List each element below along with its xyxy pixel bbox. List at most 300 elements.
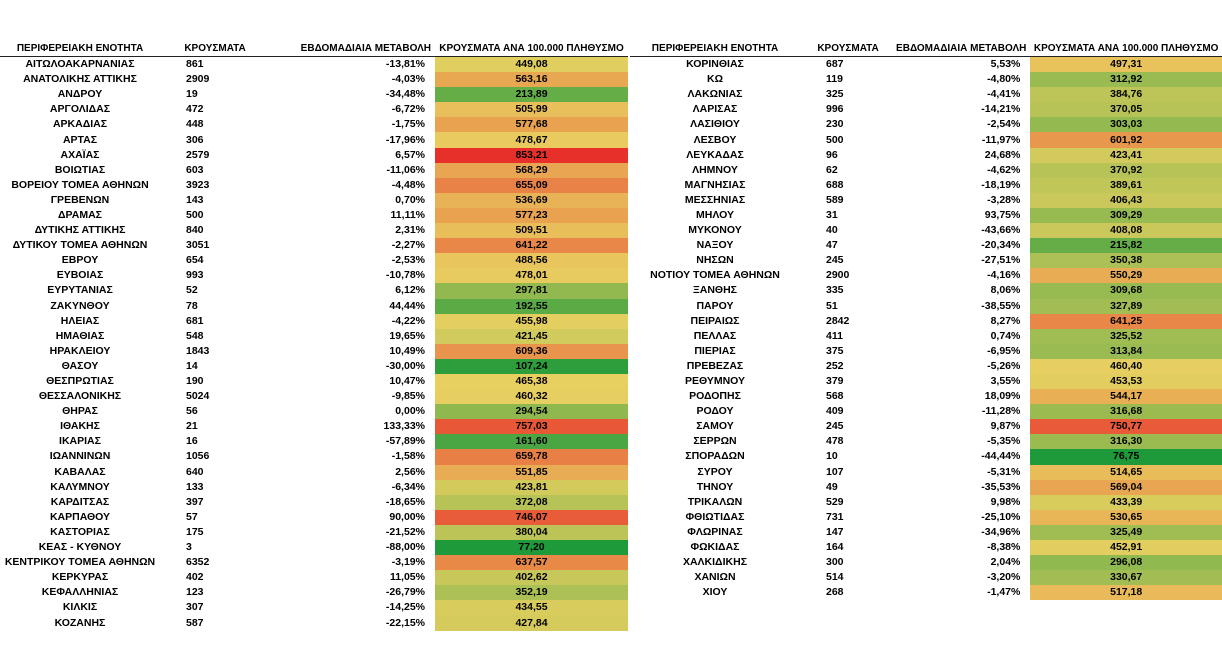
region-cell: ΧΑΛΚΙΔΙΚΗΣ xyxy=(682,556,747,569)
cases-cell: 688 xyxy=(825,178,844,191)
cases-cell: 268 xyxy=(825,586,844,599)
rate-cell: 309,29 xyxy=(1030,208,1222,223)
rate-cell: 434,55 xyxy=(435,600,628,615)
rate-cell: 213,89 xyxy=(435,87,628,102)
rate-cell: 330,67 xyxy=(1030,570,1222,585)
table-row xyxy=(0,253,628,268)
weekly-change-cell: -9,85% xyxy=(391,390,425,403)
table-row xyxy=(0,163,628,178)
weekly-change-cell: 90,00% xyxy=(389,510,425,523)
rate-cell: 577,23 xyxy=(435,208,628,223)
weekly-change-cell: 11,11% xyxy=(390,208,425,221)
cases-cell: 375 xyxy=(825,344,844,357)
cases-cell: 1843 xyxy=(186,344,210,357)
cases-cell: 19 xyxy=(186,88,198,101)
rate-cell: 316,68 xyxy=(1030,404,1222,419)
weekly-change-cell: -4,16% xyxy=(987,269,1021,282)
region-cell: ΚΑΡΔΙΤΣΑΣ xyxy=(50,495,110,508)
rate-cell: 853,21 xyxy=(435,148,628,163)
cases-cell: 840 xyxy=(186,224,204,237)
table-row xyxy=(0,555,628,570)
region-cell: ΠΕΙΡΑΙΩΣ xyxy=(690,314,740,327)
weekly-change-cell: -25,10% xyxy=(981,510,1021,523)
cases-cell: 6352 xyxy=(186,556,210,569)
region-cell: ΦΩΚΙΔΑΣ xyxy=(690,541,740,554)
cases-cell: 603 xyxy=(186,163,204,176)
cases-cell: 96 xyxy=(825,148,838,161)
rate-cell: 655,09 xyxy=(435,178,628,193)
header-rate-per-100k: ΚΡΟΥΣΜΑΤΑ ΑΝΑ 100.000 ΠΛΗΘΥΣΜΟ xyxy=(435,40,628,57)
weekly-change-cell: -1,47% xyxy=(987,586,1021,599)
table-row xyxy=(630,465,1222,480)
weekly-change-cell: -17,96% xyxy=(385,133,425,146)
weekly-change-cell: 18,09% xyxy=(984,390,1021,403)
rate-cell: 303,03 xyxy=(1030,117,1222,132)
region-cell: ΚΙΛΚΙΣ xyxy=(62,601,98,614)
rate-cell: 406,43 xyxy=(1030,193,1222,208)
weekly-change-cell: -6,34% xyxy=(391,480,425,493)
region-cell: ΤΡΙΚΑΛΩΝ xyxy=(687,495,743,508)
weekly-change-cell: 0,00% xyxy=(395,405,425,418)
weekly-change-cell: -11,06% xyxy=(386,163,425,176)
cases-cell: 52 xyxy=(186,284,198,297)
cases-cell: 409 xyxy=(825,405,844,418)
cases-cell: 10 xyxy=(825,450,838,463)
region-cell: ΚΩ xyxy=(706,73,723,86)
region-cell: ΚΟΡΙΝΘΙΑΣ xyxy=(686,58,744,71)
cases-cell: 589 xyxy=(825,193,844,206)
cases-cell: 119 xyxy=(825,73,843,86)
region-cell: ΚΑΣΤΟΡΙΑΣ xyxy=(50,525,110,538)
cases-cell: 2909 xyxy=(186,73,210,86)
table-row xyxy=(0,283,628,298)
region-cell: ΑΡΚΑΔΙΑΣ xyxy=(52,118,108,131)
table-row xyxy=(0,495,628,510)
rate-cell: 536,69 xyxy=(435,193,628,208)
weekly-change-cell: -21,52% xyxy=(385,525,425,538)
cases-table-right xyxy=(630,40,1222,600)
rate-cell: 423,41 xyxy=(1030,148,1222,163)
cases-cell: 731 xyxy=(825,510,844,523)
cases-cell: 147 xyxy=(825,525,844,538)
region-cell: ΙΘΑΚΗΣ xyxy=(60,420,100,433)
cases-cell: 2900 xyxy=(825,269,850,282)
table-row xyxy=(630,344,1222,359)
rate-cell: 372,08 xyxy=(435,495,628,510)
rate-cell: 389,61 xyxy=(1030,178,1222,193)
weekly-change-cell: -4,48% xyxy=(391,178,425,191)
table-row xyxy=(630,117,1222,132)
table-row xyxy=(0,570,628,585)
region-cell: ΞΑΝΘΗΣ xyxy=(693,284,737,297)
weekly-change-cell: -4,22% xyxy=(391,314,425,327)
table-row xyxy=(0,87,628,102)
region-cell: ΚΕΝΤΡΙΚΟΥ ΤΟΜΕΑ ΑΘΗΝΩΝ xyxy=(4,556,156,569)
weekly-change-cell: -30,00% xyxy=(385,359,425,372)
cases-cell: 861 xyxy=(186,58,204,71)
table-row xyxy=(0,540,628,555)
cases-cell: 16 xyxy=(186,435,198,448)
weekly-change-cell: 0,74% xyxy=(990,329,1021,342)
weekly-change-cell: 0,70% xyxy=(395,193,425,206)
rate-cell: 352,19 xyxy=(435,585,628,600)
region-cell: ΗΜΑΘΙΑΣ xyxy=(55,329,105,342)
region-cell: ΚΕΡΚΥΡΑΣ xyxy=(51,571,109,584)
cases-cell: 3051 xyxy=(186,239,210,252)
weekly-change-cell: 8,06% xyxy=(990,284,1021,297)
weekly-change-cell: -20,34% xyxy=(981,239,1021,252)
region-cell: ΛΕΣΒΟΥ xyxy=(693,133,737,146)
rate-cell: 192,55 xyxy=(435,299,628,314)
cases-cell: 107 xyxy=(825,465,844,478)
table-row xyxy=(630,434,1222,449)
cases-cell: 164 xyxy=(825,541,844,554)
rate-cell: 380,04 xyxy=(435,525,628,540)
region-cell: ΡΟΔΟΥ xyxy=(696,405,734,418)
table-row xyxy=(0,359,628,374)
weekly-change-cell: -4,03% xyxy=(391,73,425,86)
region-cell: ΡΕΘΥΜΝΟΥ xyxy=(684,375,746,388)
cases-cell: 21 xyxy=(186,420,198,433)
rate-cell: 455,98 xyxy=(435,314,628,329)
rate-cell: 460,32 xyxy=(435,389,628,404)
region-cell: ΘΗΡΑΣ xyxy=(62,405,98,418)
weekly-change-cell: 24,68% xyxy=(984,148,1021,161)
rate-cell: 408,08 xyxy=(1030,223,1222,238)
cases-cell: 3 xyxy=(186,541,192,554)
table-row xyxy=(630,555,1222,570)
region-cell: ΝΟΤΙΟΥ ΤΟΜΕΑ ΑΘΗΝΩΝ xyxy=(650,269,780,282)
region-cell: ΖΑΚΥΝΘΟΥ xyxy=(50,299,110,312)
table-row xyxy=(0,223,628,238)
table-row xyxy=(0,585,628,600)
rate-cell: 569,04 xyxy=(1030,480,1222,495)
region-cell: ΦΛΩΡΙΝΑΣ xyxy=(687,525,743,538)
region-cell: ΑΡΓΟΛΙΔΑΣ xyxy=(49,103,111,116)
rate-cell: 544,17 xyxy=(1030,389,1222,404)
region-cell: ΜΑΓΝΗΣΙΑΣ xyxy=(684,178,746,191)
table-row xyxy=(630,163,1222,178)
table-row xyxy=(630,238,1222,253)
cases-cell: 448 xyxy=(186,118,204,131)
weekly-change-cell: -2,27% xyxy=(391,239,425,252)
region-cell: ΡΟΔΟΠΗΣ xyxy=(689,390,741,403)
region-cell: ΜΥΚΟΝΟΥ xyxy=(688,224,742,237)
weekly-change-cell: -35,53% xyxy=(981,480,1021,493)
region-cell: ΣΠΟΡΑΔΩΝ xyxy=(685,450,745,463)
region-cell: ΑΝΔΡΟΥ xyxy=(57,88,103,101)
region-cell: ΔΥΤΙΚΗΣ ΑΤΤΙΚΗΣ xyxy=(34,224,126,237)
table-row xyxy=(0,510,628,525)
weekly-change-cell: 6,12% xyxy=(395,284,425,297)
table-row xyxy=(630,510,1222,525)
cases-cell: 325 xyxy=(825,88,844,101)
rate-cell: 563,16 xyxy=(435,72,628,87)
table-row xyxy=(630,208,1222,223)
table-row xyxy=(0,117,628,132)
weekly-change-cell: 2,31% xyxy=(395,224,425,237)
weekly-change-cell: 8,27% xyxy=(990,314,1021,327)
cases-cell: 123 xyxy=(186,586,204,599)
table-row xyxy=(0,419,628,434)
weekly-change-cell: -5,35% xyxy=(987,435,1021,448)
rate-cell: 465,38 xyxy=(435,374,628,389)
weekly-change-cell: -4,80% xyxy=(987,73,1021,86)
rate-cell: 757,03 xyxy=(435,419,628,434)
table-row xyxy=(630,359,1222,374)
table-row xyxy=(0,72,628,87)
region-cell: ΧΙΟΥ xyxy=(702,586,728,599)
region-cell: ΚΑΡΠΑΘΟΥ xyxy=(49,510,111,523)
rate-cell: 577,68 xyxy=(435,117,628,132)
rate-cell: 421,45 xyxy=(435,329,628,344)
rate-cell: 215,82 xyxy=(1030,238,1222,253)
cases-cell: 500 xyxy=(825,133,844,146)
weekly-change-cell: -43,66% xyxy=(981,224,1021,237)
table-row xyxy=(630,404,1222,419)
weekly-change-cell: -34,48% xyxy=(385,88,425,101)
table-row xyxy=(630,570,1222,585)
rate-cell: 509,51 xyxy=(435,223,628,238)
region-cell: ΓΡΕΒΕΝΩΝ xyxy=(50,193,110,206)
rate-cell: 530,65 xyxy=(1030,510,1222,525)
cases-cell: 190 xyxy=(186,375,204,388)
cases-cell: 3923 xyxy=(186,178,210,191)
weekly-change-cell: -5,26% xyxy=(987,359,1021,372)
header-region: ΠΕΡΙΦΕΡΕΙΑΚΗ ΕΝΟΤΗΤΑ xyxy=(630,40,800,57)
region-cell: ΒΟΡΕΙΟΥ ΤΟΜΕΑ ΑΘΗΝΩΝ xyxy=(11,178,149,191)
region-cell: ΔΥΤΙΚΟΥ ΤΟΜΕΑ ΑΘΗΝΩΝ xyxy=(12,239,148,252)
weekly-change-cell: 44,44% xyxy=(389,299,425,312)
rate-cell: 433,39 xyxy=(1030,495,1222,510)
region-cell: ΝΗΣΩΝ xyxy=(696,254,734,267)
table-row xyxy=(630,374,1222,389)
table-row xyxy=(630,57,1222,73)
rate-cell: 76,75 xyxy=(1030,449,1222,464)
rate-cell: 601,92 xyxy=(1030,132,1222,147)
region-cell: ΦΘΙΩΤΙΔΑΣ xyxy=(685,510,745,523)
table-row xyxy=(0,600,628,615)
rate-cell: 325,52 xyxy=(1030,329,1222,344)
table-row xyxy=(0,208,628,223)
region-cell: ΚΑΛΥΜΝΟΥ xyxy=(50,480,110,493)
rate-cell: 316,30 xyxy=(1030,434,1222,449)
cases-table-left xyxy=(0,40,628,631)
region-cell: ΧΑΝΙΩΝ xyxy=(694,571,736,584)
table-row xyxy=(0,480,628,495)
weekly-change-cell: 9,87% xyxy=(990,420,1021,433)
table-row xyxy=(630,223,1222,238)
weekly-change-cell: -11,28% xyxy=(981,405,1021,418)
cases-cell: 640 xyxy=(186,465,204,478)
header-cases: ΚΡΟΥΣΜΑΤΑ xyxy=(160,40,270,57)
cases-cell: 996 xyxy=(825,103,844,116)
rate-cell: 514,65 xyxy=(1030,465,1222,480)
weekly-change-cell: -27,51% xyxy=(981,254,1021,267)
rate-cell: 568,29 xyxy=(435,163,628,178)
rate-cell: 505,99 xyxy=(435,102,628,117)
rate-cell: 449,08 xyxy=(435,57,628,73)
weekly-change-cell: -5,31% xyxy=(987,465,1021,478)
weekly-change-cell: -14,25% xyxy=(385,601,425,614)
weekly-change-cell: -26,79% xyxy=(385,586,425,599)
cases-cell: 654 xyxy=(186,254,204,267)
weekly-change-cell: 10,47% xyxy=(389,375,425,388)
rate-cell: 659,78 xyxy=(435,449,628,464)
weekly-change-cell: 133,33% xyxy=(383,420,425,433)
cases-cell: 245 xyxy=(825,420,844,433)
table-row xyxy=(630,480,1222,495)
rate-cell: 294,54 xyxy=(435,404,628,419)
cases-cell: 687 xyxy=(825,58,844,71)
table-row xyxy=(0,615,628,630)
table-row xyxy=(0,465,628,480)
table-row xyxy=(630,87,1222,102)
table-row xyxy=(0,344,628,359)
header-weekly-change: ΕΒΔΟΜΑΔΙΑΙΑ ΜΕΤΑΒΟΛΗ xyxy=(270,40,435,57)
weekly-change-cell: -22,15% xyxy=(385,616,425,629)
weekly-change-cell: -3,19% xyxy=(391,556,425,569)
region-cell: ΛΕΥΚΑΔΑΣ xyxy=(686,148,744,161)
region-cell: ΗΛΕΙΑΣ xyxy=(60,314,100,327)
rate-cell: 637,57 xyxy=(435,555,628,570)
weekly-change-cell: -4,62% xyxy=(987,163,1021,176)
weekly-change-cell: -18,19% xyxy=(981,178,1021,191)
region-cell: ΠΙΕΡΙΑΣ xyxy=(694,344,736,357)
rate-cell: 370,92 xyxy=(1030,163,1222,178)
weekly-change-cell: 9,98% xyxy=(990,495,1021,508)
region-cell: ΘΑΣΟΥ xyxy=(61,359,99,372)
header-row xyxy=(630,40,1222,57)
table-row xyxy=(630,540,1222,555)
table-row xyxy=(0,314,628,329)
rate-cell: 609,36 xyxy=(435,344,628,359)
table-row xyxy=(0,404,628,419)
weekly-change-cell: -2,54% xyxy=(987,118,1021,131)
region-cell: ΝΑΞΟΥ xyxy=(696,239,734,252)
rate-cell: 423,81 xyxy=(435,480,628,495)
region-cell: ΕΥΡΥΤΑΝΙΑΣ xyxy=(47,284,113,297)
weekly-change-cell: -57,89% xyxy=(385,435,425,448)
table-row xyxy=(630,253,1222,268)
table-row xyxy=(0,178,628,193)
region-cell: ΘΕΣΠΡΩΤΙΑΣ xyxy=(46,375,114,388)
rate-cell: 327,89 xyxy=(1030,299,1222,314)
rate-cell: 488,56 xyxy=(435,253,628,268)
rate-cell: 452,91 xyxy=(1030,540,1222,555)
region-cell: ΚΟΖΑΝΗΣ xyxy=(54,616,106,629)
cases-cell: 500 xyxy=(186,208,204,221)
weekly-change-cell: 3,55% xyxy=(990,375,1021,388)
weekly-change-cell: 10,49% xyxy=(389,344,425,357)
table-row xyxy=(0,374,628,389)
table-row xyxy=(0,193,628,208)
header-rate-per-100k: ΚΡΟΥΣΜΑΤΑ ΑΝΑ 100.000 ΠΛΗΘΥΣΜΟ xyxy=(1030,40,1222,57)
table-row xyxy=(0,525,628,540)
weekly-change-cell: 6,57% xyxy=(395,148,425,161)
region-cell: ΛΗΜΝΟΥ xyxy=(692,163,738,176)
rate-cell: 107,24 xyxy=(435,359,628,374)
cases-cell: 49 xyxy=(825,480,838,493)
weekly-change-cell: -34,96% xyxy=(981,525,1021,538)
table-row xyxy=(0,449,628,464)
table-row xyxy=(630,299,1222,314)
weekly-change-cell: 11,05% xyxy=(389,571,425,584)
rate-cell: 77,20 xyxy=(435,540,628,555)
rate-cell: 384,76 xyxy=(1030,87,1222,102)
table-row xyxy=(630,525,1222,540)
cases-cell: 56 xyxy=(186,405,198,418)
weekly-change-cell: -18,65% xyxy=(385,495,425,508)
rate-cell: 746,07 xyxy=(435,510,628,525)
cases-cell: 57 xyxy=(186,510,198,523)
rate-cell: 750,77 xyxy=(1030,419,1222,434)
table-row xyxy=(0,299,628,314)
rate-cell: 313,84 xyxy=(1030,344,1222,359)
weekly-change-cell: -2,53% xyxy=(391,254,425,267)
weekly-change-cell: -13,81% xyxy=(385,58,425,71)
weekly-change-cell: -6,72% xyxy=(391,103,425,116)
region-cell: ΑΝΑΤΟΛΙΚΗΣ ΑΤΤΙΚΗΣ xyxy=(23,73,137,86)
table-row xyxy=(630,389,1222,404)
table-row xyxy=(630,132,1222,147)
region-cell: ΙΚΑΡΙΑΣ xyxy=(59,435,101,448)
region-cell: ΒΟΙΩΤΙΑΣ xyxy=(54,163,106,176)
weekly-change-cell: -3,28% xyxy=(987,193,1021,206)
cases-cell: 175 xyxy=(186,525,204,538)
weekly-change-cell: -10,78% xyxy=(385,269,425,282)
table-row xyxy=(630,449,1222,464)
weekly-change-cell: -11,97% xyxy=(981,133,1021,146)
header-weekly-change: ΕΒΔΟΜΑΔΙΑΙΑ ΜΕΤΑΒΟΛΗ xyxy=(896,40,1030,57)
cases-cell: 397 xyxy=(186,495,204,508)
header-region: ΠΕΡΙΦΕΡΕΙΑΚΗ ΕΝΟΤΗΤΑ xyxy=(0,40,160,57)
cases-cell: 307 xyxy=(186,601,204,614)
cases-cell: 548 xyxy=(186,329,204,342)
weekly-change-cell: -6,95% xyxy=(987,344,1021,357)
table-row xyxy=(630,148,1222,163)
rate-cell: 551,85 xyxy=(435,465,628,480)
cases-cell: 78 xyxy=(186,299,198,312)
region-cell: ΣΑΜΟΥ xyxy=(696,420,734,433)
weekly-change-cell: 93,75% xyxy=(984,208,1021,221)
table-row xyxy=(0,132,628,147)
cases-cell: 529 xyxy=(825,495,844,508)
rate-cell: 460,40 xyxy=(1030,359,1222,374)
rate-cell: 427,84 xyxy=(435,615,628,630)
region-cell: ΑΙΤΩΛΟΑΚΑΡΝΑΝΙΑΣ xyxy=(25,58,135,71)
table-row xyxy=(630,419,1222,434)
cases-cell: 40 xyxy=(825,224,838,237)
rate-cell: 402,62 xyxy=(435,570,628,585)
region-cell: ΠΑΡΟΥ xyxy=(696,299,734,312)
weekly-change-cell: -4,41% xyxy=(987,88,1021,101)
table-row xyxy=(0,102,628,117)
region-cell: ΕΥΒΟΙΑΣ xyxy=(56,269,104,282)
cases-cell: 245 xyxy=(825,254,844,267)
region-cell: ΛΑΚΩΝΙΑΣ xyxy=(687,88,743,101)
cases-cell: 1056 xyxy=(186,450,210,463)
weekly-change-cell: -38,55% xyxy=(981,299,1021,312)
cases-cell: 568 xyxy=(825,390,844,403)
rate-cell: 478,01 xyxy=(435,268,628,283)
region-cell: ΕΒΡΟΥ xyxy=(61,254,99,267)
rate-cell: 370,05 xyxy=(1030,102,1222,117)
rate-cell: 309,68 xyxy=(1030,283,1222,298)
cases-cell: 335 xyxy=(825,284,844,297)
header-row xyxy=(0,40,628,57)
region-cell: ΤΗΝΟΥ xyxy=(696,480,734,493)
